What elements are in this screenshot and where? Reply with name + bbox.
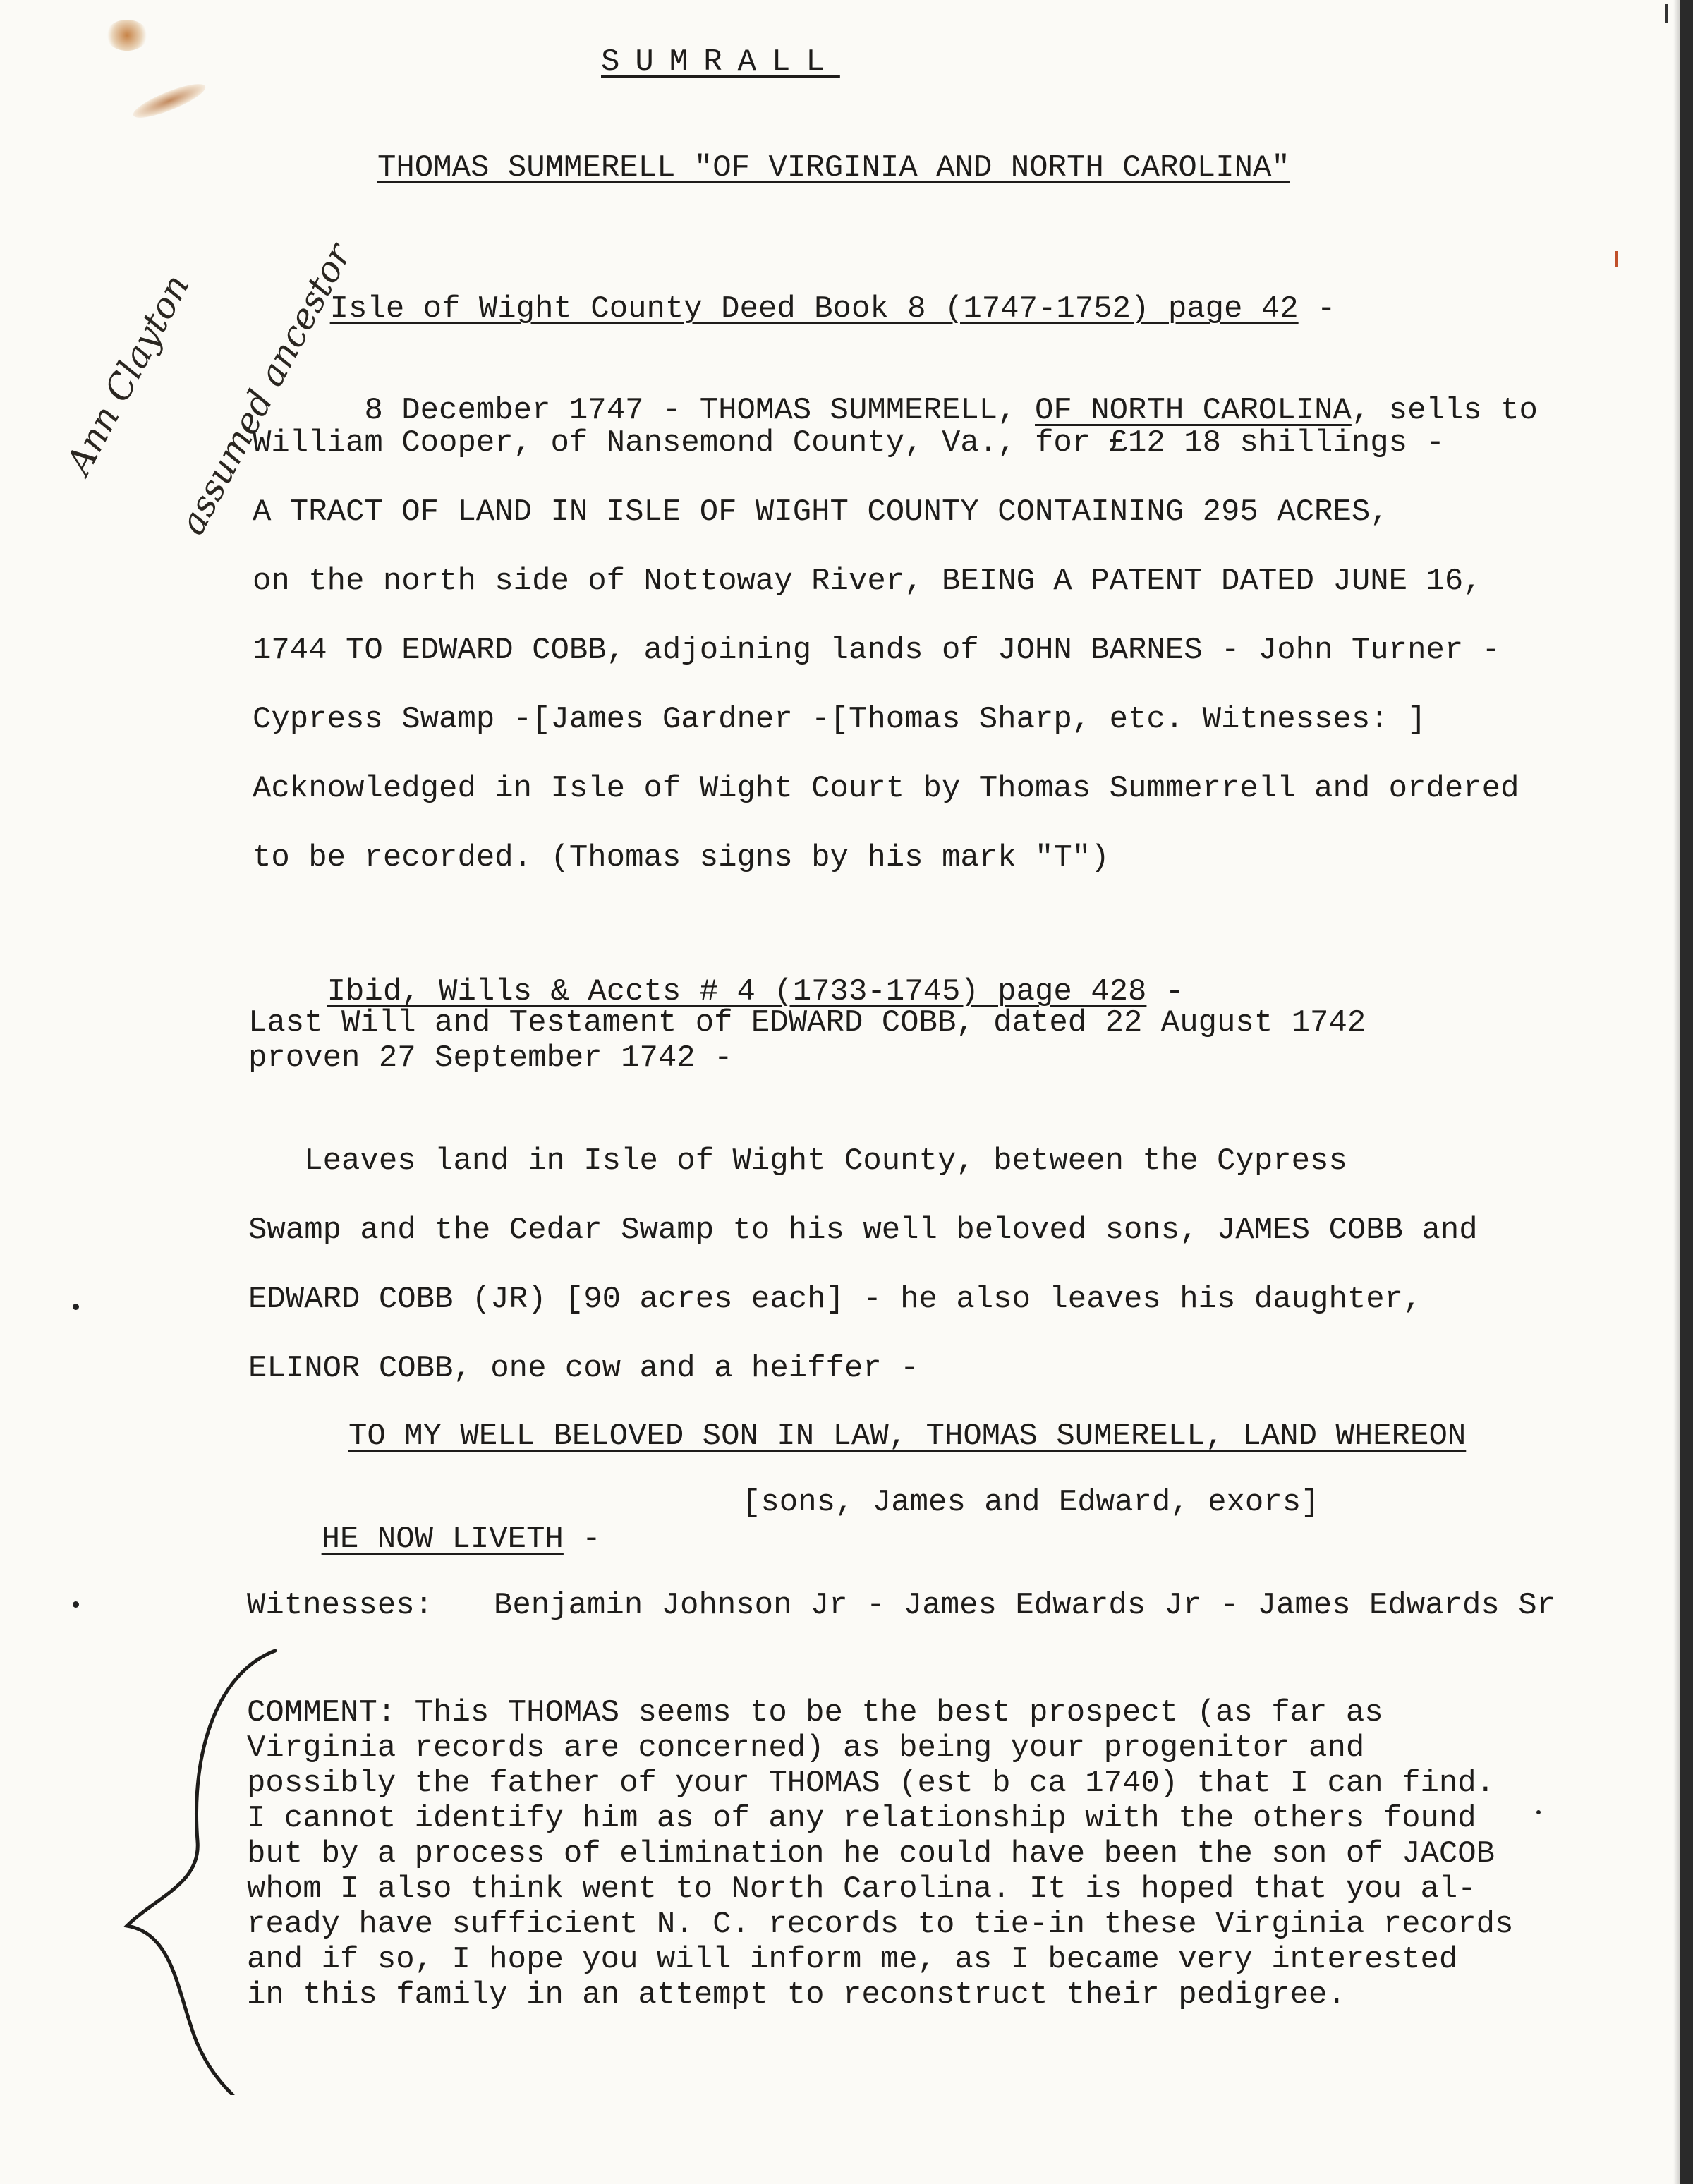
deed-line: to be recorded. (Thomas signs by his mark "T") xyxy=(253,840,1110,875)
witnesses-label: Witnesses: xyxy=(247,1588,434,1623)
comment-line: COMMENT: This THOMAS seems to be the best prospect (as far as xyxy=(247,1695,1383,1730)
deed-origin-underlined: OF NORTH CAROLINA xyxy=(1035,393,1352,428)
speck xyxy=(1536,1810,1541,1814)
bequest-line-2: HE NOW LIVETH - xyxy=(321,1522,601,1557)
deed-line: Cypress Swamp -[James Gardner -[Thomas Sharp, etc. Witnesses: ] xyxy=(253,702,1426,737)
page-title: SUMRALL xyxy=(601,44,840,80)
margin-note-line2: assumed ancestor xyxy=(171,236,360,542)
will-intro-line: proven 27 September 1742 - xyxy=(248,1041,733,1076)
comment-line: but by a process of elimination he could have been the son of JACOB xyxy=(247,1836,1495,1871)
will-intro-line: Last Will and Testament of EDWARD COBB, dated 22 August 1742 xyxy=(248,1005,1366,1041)
will-body-line: EDWARD COBB (JR) [90 acres each] - he also leaves his daughter, xyxy=(248,1282,1422,1317)
comment-line: ready have sufficient N. C. records to tie-in these Virginia records xyxy=(247,1907,1514,1942)
section-heading-deed-text: Isle of Wight County Deed Book 8 (1747-1752) page 42 xyxy=(329,291,1299,327)
margin-tick-top-right xyxy=(1665,4,1668,23)
deed-line: 1744 TO EDWARD COBB, adjoining lands of JOHN BARNES - John Turner - xyxy=(253,633,1501,668)
section-heading-deed-dash: - xyxy=(1298,291,1336,327)
will-body-line: Leaves land in Isle of Wight County, between the Cypress xyxy=(248,1143,1347,1179)
comment-line: I cannot identify him as of any relationship with the others found xyxy=(247,1801,1476,1836)
margin-tick-right xyxy=(1615,251,1618,267)
will-body-line: Swamp and the Cedar Swamp to his well beloved sons, JAMES COBB and xyxy=(248,1213,1478,1248)
speck xyxy=(73,1304,79,1310)
section-heading-will-text: Ibid, Wills & Accts # 4 (1733-1745) page 428 xyxy=(327,974,1147,1009)
page-edge-shadow xyxy=(1673,0,1680,2184)
deed-line: William Cooper, of Nansemond County, Va., for £12 18 shillings - xyxy=(253,425,1445,461)
comment-line: whom I also think went to North Carolina. It is hoped that you al- xyxy=(247,1871,1476,1907)
bequest-executors: [sons, James and Edward, exors] xyxy=(742,1485,1320,1520)
deed-line: Acknowledged in Isle of Wight Court by Thomas Summerrell and ordered xyxy=(253,771,1519,806)
comment-line: and if so, I hope you will inform me, as I became very interested xyxy=(247,1942,1458,1977)
speck xyxy=(73,1601,79,1608)
section-heading-will-dash: - xyxy=(1146,974,1184,1009)
bequest-liveth: HE NOW LIVETH xyxy=(321,1522,564,1557)
bequest-line: TO MY WELL BELOVED SON IN LAW, THOMAS SUMERELL, LAND WHEREON xyxy=(348,1419,1467,1454)
page-edge xyxy=(1680,0,1693,2184)
comment-line: Virginia records are concerned) as being your progenitor and xyxy=(247,1730,1365,1766)
page-subtitle: THOMAS SUMMERELL "OF VIRGINIA AND NORTH CAROLINA" xyxy=(377,150,1290,186)
margin-note-line1: Ann Clayton xyxy=(58,267,198,481)
section-heading-deed xyxy=(255,254,1335,364)
ink-stain-top-left xyxy=(106,20,148,51)
witnesses-names: Benjamin Johnson Jr - James Edwards Jr - James Edwards Sr xyxy=(494,1588,1556,1623)
deed-line: on the north side of Nottoway River, BEING A PATENT DATED JUNE 16, xyxy=(253,564,1482,599)
deed-line: A TRACT OF LAND IN ISLE OF WIGHT COUNTY CONTAINING 295 ACRES, xyxy=(253,495,1389,530)
comment-line: possibly the father of your THOMAS (est b ca 1740) that I can find. xyxy=(247,1766,1495,1801)
will-body-line: ELINOR COBB, one cow and a heiffer - xyxy=(248,1351,919,1386)
ink-stain-streak xyxy=(130,78,209,123)
comment-line: in this family in an attempt to reconstruct their pedigree. xyxy=(247,1977,1346,2013)
deed-line: 8 December 1747 - THOMAS SUMMERELL, OF NORTH CAROLINA, sells to xyxy=(364,393,1538,428)
